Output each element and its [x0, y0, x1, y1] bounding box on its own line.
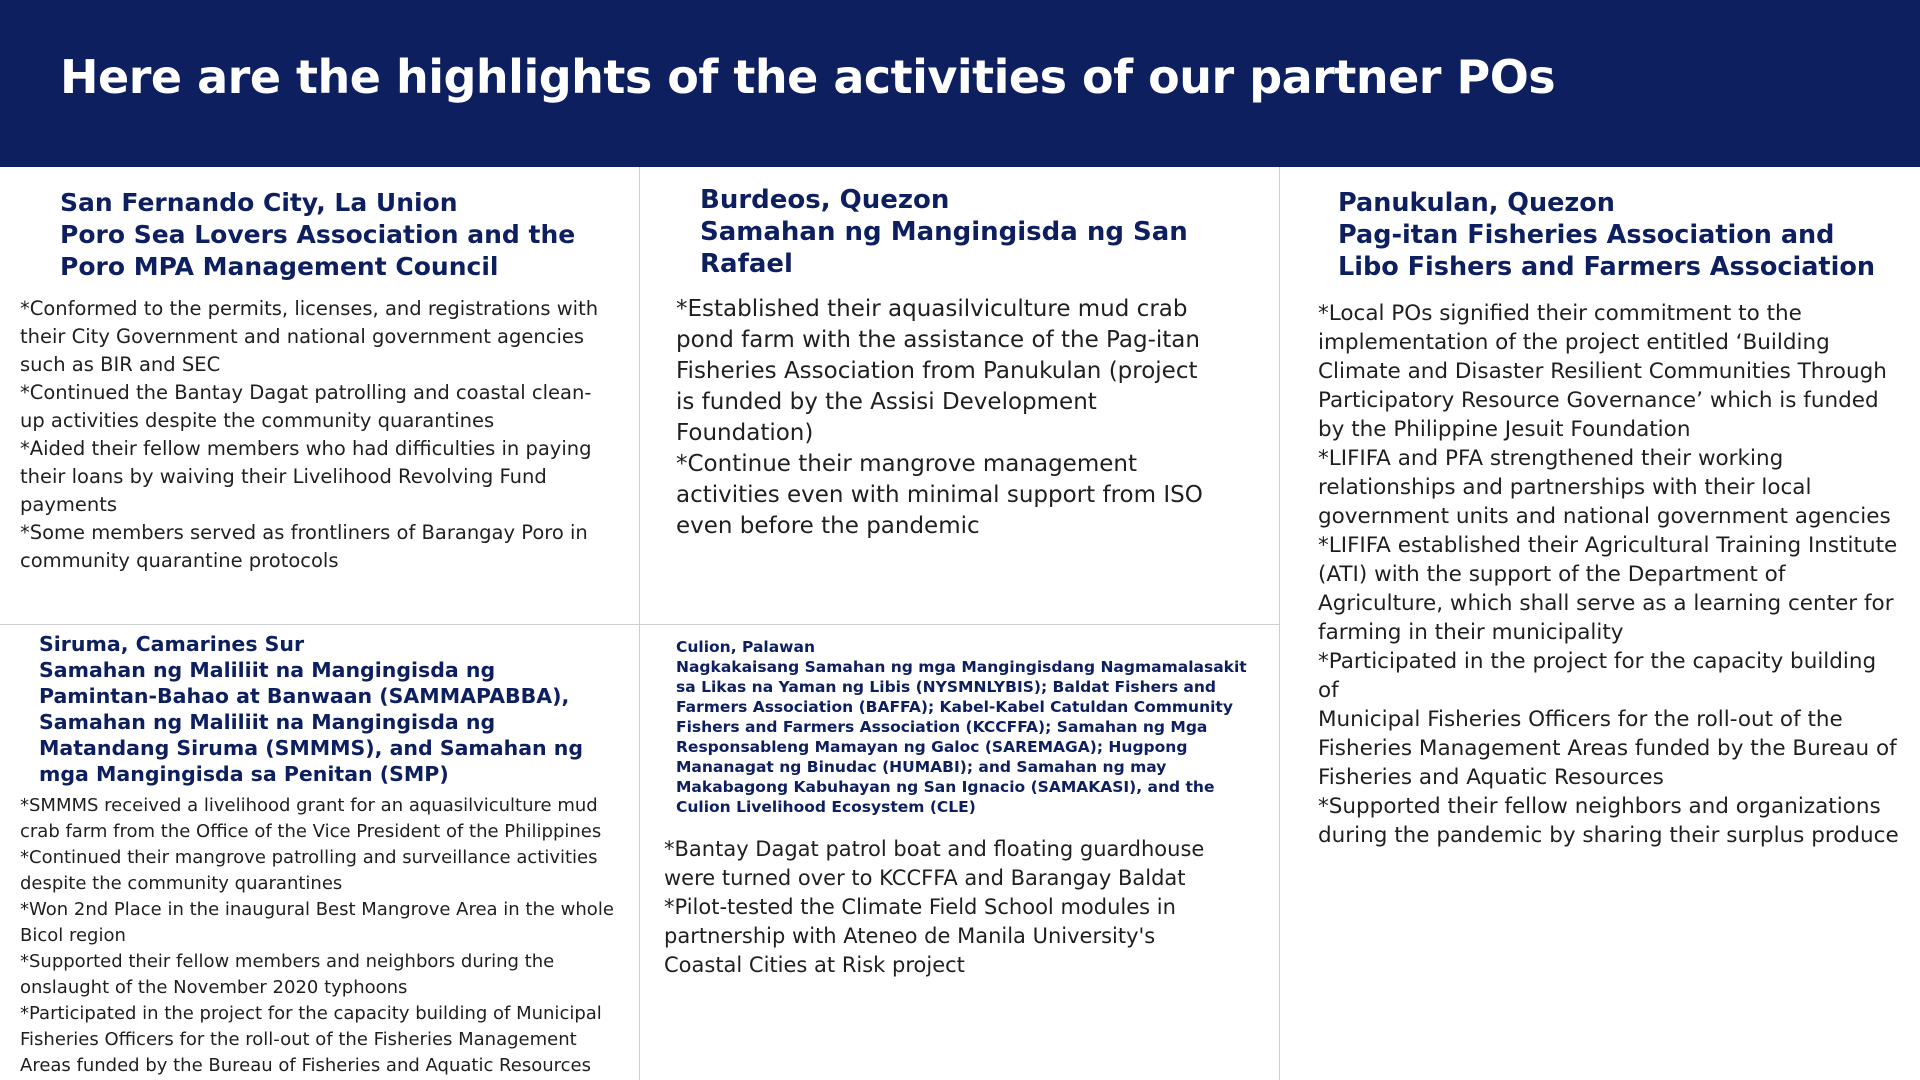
cell-title	[20, 187, 620, 283]
body-line: Municipal Fisheries Officers for the roll-out of the	[1318, 707, 1843, 732]
cell-title	[676, 184, 1216, 280]
body-line: *Established their aquasilviculture mud crab	[676, 296, 1188, 322]
title-line: Farmers Association (BAFFA); Kabel-Kabel Catuldan Community	[676, 698, 1233, 716]
body-line: *Continue their mangrove management	[676, 451, 1137, 477]
body-line: *Continued the Bantay Dagat patrolling and coastal clean-	[20, 381, 592, 404]
body-line: their City Government and national government agencies	[20, 325, 585, 348]
body-line: onslaught of the November 2020 typhoons	[20, 977, 408, 998]
title-line: Siruma, Camarines Sur	[39, 632, 305, 656]
body-line: government units and national government agencies	[1318, 504, 1891, 529]
body-line: *Continued their mangrove patrolling and surveillance activities	[20, 847, 598, 868]
cell-body	[664, 835, 1284, 980]
title-line: Rafael	[700, 249, 793, 279]
header-banner	[0, 0, 1920, 167]
body-line: their loans by waiving their Livelihood Revolving Fund	[20, 465, 547, 488]
title-line: Panukulan, Quezon	[1338, 188, 1615, 218]
body-line: such as BIR and SEC	[20, 353, 221, 376]
title-line: sa Likas na Yaman ng Libis (NYSMNLYBIS); Baldat Fishers and	[676, 678, 1217, 696]
body-line: relationships and partnerships with their local	[1318, 475, 1812, 500]
body-line: *Won 2nd Place in the inaugural Best Mangrove Area in the whole	[20, 899, 614, 920]
body-line: *Conformed to the permits, licenses, and registrations with	[20, 297, 599, 320]
body-line: *LIFIFA established their Agricultural Training Institute	[1318, 533, 1898, 558]
body-line: Participatory Resource Governance’ which is funded	[1318, 388, 1879, 413]
body-line: *SMMMS received a livelihood grant for an aquasilviculture mud	[20, 795, 598, 816]
title-line: Pamintan-Bahao at Banwaan (SAMMAPABBA),	[39, 684, 570, 708]
body-line: activities even with minimal support from ISO	[676, 482, 1203, 508]
body-line: despite the community quarantines	[20, 873, 343, 894]
title-line: Poro Sea Lovers Association and the	[60, 220, 576, 249]
cell-panukulan-quezon	[1318, 187, 1900, 1067]
cell-title	[1318, 187, 1900, 283]
body-line: *Local POs signified their commitment to the	[1318, 301, 1802, 326]
title-line: Samahan ng Maliliit na Mangingisda ng	[39, 710, 496, 734]
cell-la-union	[20, 187, 620, 607]
body-line: Areas funded by the Bureau of Fisheries and Aquatic Resources	[20, 1055, 591, 1076]
body-line: Fisheries Association from Panukulan (project	[676, 358, 1198, 384]
body-line: *Pilot-tested the Climate Field School modules in	[664, 895, 1176, 919]
body-line: *Supported their fellow neighbors and organizations	[1318, 794, 1881, 819]
body-line: crab farm from the Office of the Vice President of the Philippines	[20, 821, 602, 842]
body-line: by the Philippine Jesuit Foundation	[1318, 417, 1691, 442]
body-line: Coastal Cities at Risk project	[664, 953, 965, 977]
cell-body	[676, 294, 1216, 542]
title-line: Mananagat ng Binudac (HUMABI); and Samahan ng may	[676, 758, 1167, 776]
title-line: Samahan ng Maliliit na Mangingisda ng	[39, 658, 496, 682]
title-line: Libo Fishers and Farmers Association	[1338, 252, 1876, 282]
title-line: Nagkakaisang Samahan ng mga Mangingisdang Nagmamalasakit	[676, 658, 1247, 676]
title-line: Culion Livelihood Ecosystem (CLE)	[676, 798, 976, 816]
body-line: (ATI) with the support of the Department of	[1318, 562, 1786, 587]
title-line: Poro MPA Management Council	[60, 252, 499, 281]
title-line: mga Mangingisda sa Penitan (SMP)	[39, 762, 449, 786]
body-line: pond farm with the assistance of the Pag-itan	[676, 327, 1200, 353]
title-line: Samahan ng Mangingisda ng San	[700, 217, 1188, 247]
title-line: Culion, Palawan	[676, 638, 815, 656]
title-line: Burdeos, Quezon	[700, 185, 950, 215]
body-line: Agriculture, which shall serve as a learning center for	[1318, 591, 1894, 616]
title-line: Responsableng Mamayan ng Galoc (SAREMAGA); Hugpong	[676, 738, 1188, 756]
body-line: Fisheries Officers for the roll-out of the Fisheries Management	[20, 1029, 577, 1050]
body-line: during the pandemic by sharing their surplus produce	[1318, 823, 1899, 848]
cell-title	[20, 631, 630, 787]
body-line: were turned over to KCCFFA and Barangay Baldat	[664, 866, 1186, 890]
body-line: Bicol region	[20, 925, 126, 946]
body-line: is funded by the Assisi Development	[676, 389, 1097, 415]
body-line: community quarantine protocols	[20, 549, 339, 572]
title-line: Fishers and Farmers Association (KCCFFA); Samahan ng Mga	[676, 718, 1208, 736]
body-line: *Bantay Dagat patrol boat and floating guardhouse	[664, 837, 1205, 861]
title-line: Makabagong Kabuhayan ng San Ignacio (SAMAKASI), and the	[676, 778, 1215, 796]
cell-siruma-camarines-sur	[20, 631, 630, 1076]
cell-title	[664, 637, 1284, 817]
title-line: San Fernando City, La Union	[60, 188, 458, 217]
body-line: Fisheries Management Areas funded by the Bureau of	[1318, 736, 1897, 761]
body-line: implementation of the project entitled ‘Building	[1318, 330, 1830, 355]
body-line: *Supported their fellow members and neighbors during the	[20, 951, 555, 972]
cell-body	[20, 793, 630, 1076]
body-line: Foundation)	[676, 420, 814, 446]
body-line: payments	[20, 493, 118, 516]
body-line: *Participated in the project for the capacity building of	[1318, 649, 1877, 703]
body-line: partnership with Ateneo de Manila University's	[664, 924, 1156, 948]
cell-culion-palawan	[664, 637, 1284, 1077]
body-line: *Aided their fellow members who had difficulties in paying	[20, 437, 592, 460]
title-line: Pag-itan Fisheries Association and	[1338, 220, 1835, 250]
body-line: Climate and Disaster Resilient Communities Through	[1318, 359, 1887, 384]
body-line: even before the pandemic	[676, 513, 980, 539]
body-line: *Some members served as frontliners of Barangay Poro in	[20, 521, 588, 544]
body-line: Fisheries and Aquatic Resources	[1318, 765, 1664, 790]
grid-divider-horizontal	[0, 624, 1280, 625]
body-line: *LIFIFA and PFA strengthened their working	[1318, 446, 1784, 471]
title-line: Matandang Siruma (SMMMS), and Samahan ng	[39, 736, 584, 760]
cell-body	[20, 295, 620, 575]
body-line: farming in their municipality	[1318, 620, 1624, 645]
body-line: *Participated in the project for the capacity building of Municipal	[20, 1003, 602, 1024]
page-title: Here are the highlights of the activities of our partner POs	[60, 50, 1556, 104]
cell-body	[1318, 299, 1900, 850]
highlights-grid	[0, 167, 1920, 1080]
cell-burdeos-quezon	[676, 184, 1216, 604]
body-line: up activities despite the community quarantines	[20, 409, 495, 432]
